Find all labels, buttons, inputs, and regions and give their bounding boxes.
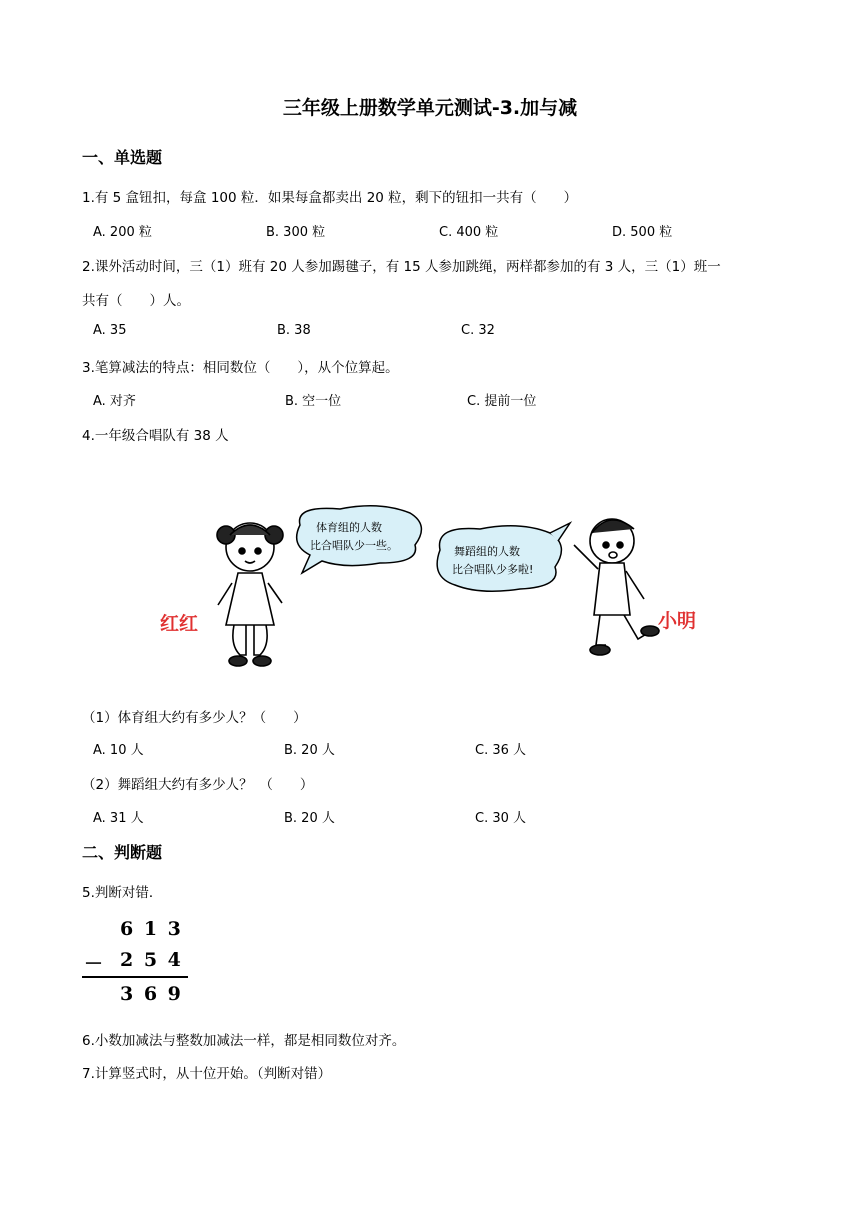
girl-speech-bubble [297, 506, 422, 573]
question-3-text: 3.笔算减法的特点：相同数位（ ），从个位算起。 [82, 360, 399, 376]
q1-option-d[interactable]: D. 500 粒 [612, 225, 673, 240]
boy-bubble-line2: 比合唱队少多啦! [452, 563, 534, 576]
q4-sub1-option-a[interactable]: A. 10 人 [93, 743, 144, 758]
q3-option-a[interactable]: A. 对齐 [93, 394, 136, 409]
vertical-result: 3 6 9 [120, 983, 183, 1005]
boy-name-label: 小明 [658, 610, 697, 632]
girl-figure [217, 523, 283, 666]
boy-speech-bubble [437, 523, 570, 591]
q1-option-a[interactable]: A. 200 粒 [93, 225, 152, 240]
vertical-row2: 2 5 4 [120, 949, 183, 971]
section-heading-single-choice: 一、单选题 [82, 148, 163, 167]
q4-illustration [150, 505, 710, 680]
q2-option-a[interactable]: A. 35 [93, 323, 127, 338]
q4-sub2-option-b[interactable]: B. 20 人 [284, 811, 335, 826]
q4-sub2-text: （2）舞蹈组大约有多少人？ （ ） [82, 777, 314, 793]
question-2-text-line1: 2.课外活动时间，三（1）班有 20 人参加踢毽子，有 15 人参加跳绳，两样都参加的有 3 人，三（1）班一 [82, 259, 721, 275]
question-7-text: 7.计算竖式时，从十位开始。（判断对错） [82, 1066, 332, 1082]
girl-name-label: 红红 [160, 613, 199, 635]
cartoon-illustration [150, 505, 710, 680]
vertical-divider [82, 976, 188, 978]
q4-sub2-option-c[interactable]: C. 30 人 [475, 811, 527, 826]
girl-bubble-line1: 体育组的人数 [316, 521, 382, 534]
section-heading-true-false: 二、判断题 [82, 843, 163, 862]
q2-option-b[interactable]: B. 38 [277, 323, 311, 338]
girl-bubble-line2: 比合唱队少一些。 [310, 539, 398, 552]
vertical-row1: 6 1 3 [120, 918, 183, 940]
q4-sub1-option-b[interactable]: B. 20 人 [284, 743, 335, 758]
q1-option-c[interactable]: C. 400 粒 [439, 225, 499, 240]
page-title: 三年级上册数学单元测试-3.加与减 [282, 97, 578, 119]
q4-sub2-option-a[interactable]: A. 31 人 [93, 811, 144, 826]
q1-option-b[interactable]: B. 300 粒 [266, 225, 326, 240]
q4-sub1-text: （1）体育组大约有多少人？（ ） [82, 710, 307, 726]
boy-bubble-line1: 舞蹈组的人数 [454, 545, 520, 558]
q2-option-c[interactable]: C. 32 [461, 323, 495, 338]
question-6-text: 6.小数加减法与整数加减法一样，都是相同数位对齐。 [82, 1033, 406, 1049]
question-4-text: 4.一年级合唱队有 38 人 [82, 428, 229, 444]
vertical-operator: － [84, 953, 104, 975]
question-2-text-line2: 共有（ ）人。 [82, 293, 190, 309]
q3-option-b[interactable]: B. 空一位 [285, 394, 342, 409]
q3-option-c[interactable]: C. 提前一位 [467, 394, 537, 409]
question-1-text: 1.有 5 盒钮扣，每盒 100 粒．如果每盒都卖出 20 粒，剩下的钮扣一共有（ ） [82, 190, 578, 206]
q4-sub1-option-c[interactable]: C. 36 人 [475, 743, 527, 758]
question-5-text: 5.判断对错． [82, 885, 163, 901]
boy-figure [574, 519, 659, 655]
